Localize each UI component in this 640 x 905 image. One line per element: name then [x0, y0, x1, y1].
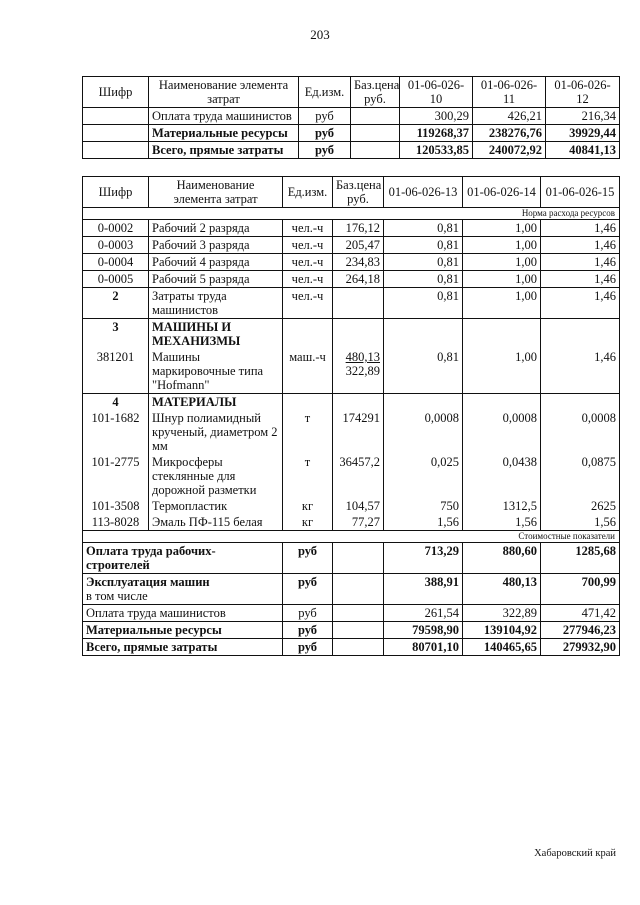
row-price: 104,57 [333, 498, 384, 514]
row-price [351, 108, 400, 125]
row-val-3: 40841,13 [546, 142, 620, 159]
row-name: Рабочий 5 разряда [149, 271, 283, 288]
cost-row [83, 543, 620, 574]
table-row [83, 108, 620, 125]
row-val-3: 39929,44 [546, 125, 620, 142]
row-code: 0-0005 [83, 271, 149, 288]
cost-price [333, 639, 384, 656]
row-val-3: 1,46 [541, 237, 620, 254]
row-name: Рабочий 2 разряда [149, 220, 283, 237]
header-price: Баз.цена руб. [351, 77, 400, 108]
cost-label: Эксплуатация машин [86, 575, 210, 589]
row-name: Эмаль ПФ-115 белая [149, 514, 283, 531]
cost-price [333, 574, 384, 605]
header-col-10: 01-06-026-10 [400, 77, 473, 108]
materials-section-row [83, 394, 620, 411]
cost-name [83, 543, 283, 574]
cost-label: Оплата труда рабочих-строителей [86, 544, 216, 572]
row-val-2: 1312,5 [463, 498, 541, 514]
cost-row [83, 574, 620, 605]
row-code: 381201 [83, 349, 149, 394]
footer-region: Хабаровский край [534, 848, 616, 859]
row-price: 234,83 [333, 254, 384, 271]
row-val-2: 1,00 [463, 220, 541, 237]
table-row [83, 254, 620, 271]
cost-val-1: 79598,90 [384, 622, 463, 639]
row-code: 101-1682 [83, 410, 149, 454]
table-row [83, 288, 620, 319]
row-val-3: 1,56 [541, 514, 620, 531]
cost-val-1: 261,54 [384, 605, 463, 622]
section-title: МАШИНЫ И МЕХАНИЗМЫ [149, 319, 283, 350]
cost-name [83, 639, 283, 656]
cost-val-3: 277946,23 [541, 622, 620, 639]
row-unit: чел.-ч [283, 288, 333, 319]
cost-row [83, 605, 620, 622]
cost-val-3: 279932,90 [541, 639, 620, 656]
section-code: 4 [83, 394, 149, 411]
row-val-3: 0,0008 [541, 410, 620, 454]
cost-label: Материальные ресурсы [86, 623, 222, 637]
row-val-2: 1,00 [463, 349, 541, 394]
cost-name [83, 622, 283, 639]
page-number: 203 [310, 27, 330, 42]
row-code: 113-8028 [83, 514, 149, 531]
row-val-1: 0,81 [384, 288, 463, 319]
cost-row [83, 622, 620, 639]
row-val-1: 1,56 [384, 514, 463, 531]
cost-label: Всего, прямые затраты [86, 640, 218, 654]
table-row [83, 454, 620, 498]
resource-table [82, 176, 620, 656]
empty-cell [283, 394, 333, 411]
norm-subheader-row [83, 208, 620, 220]
header-name: Наименование элемента затрат [149, 177, 283, 208]
row-unit: кг [283, 498, 333, 514]
row-code [83, 108, 149, 125]
row-val-2: 426,21 [473, 108, 546, 125]
table-row [83, 271, 620, 288]
header-col-14: 01-06-026-14 [463, 177, 541, 208]
cost-val-1: 713,29 [384, 543, 463, 574]
section-code: 3 [83, 319, 149, 350]
row-unit: чел.-ч [283, 271, 333, 288]
row-val-3: 216,34 [546, 108, 620, 125]
row-code: 0-0003 [83, 237, 149, 254]
row-val-2: 240072,92 [473, 142, 546, 159]
header-col-11: 01-06-026-11 [473, 77, 546, 108]
cost-price [333, 622, 384, 639]
header-code: Шифр [83, 177, 149, 208]
header-col-15: 01-06-026-15 [541, 177, 620, 208]
row-price: 176,12 [333, 220, 384, 237]
machine-row [83, 349, 620, 394]
row-code: 0-0004 [83, 254, 149, 271]
row-val-1: 0,81 [384, 237, 463, 254]
table-row [83, 142, 620, 159]
row-val-3: 1,46 [541, 220, 620, 237]
row-name: Всего, прямые затраты [149, 142, 299, 159]
row-unit: чел.-ч [283, 254, 333, 271]
cost-unit: руб [283, 639, 333, 656]
cost-unit: руб [283, 622, 333, 639]
empty-cell [463, 394, 541, 411]
row-val-1: 0,025 [384, 454, 463, 498]
row-name: Микросферы стеклянные для дорожной разметки [149, 454, 283, 498]
row-val-2: 0,0438 [463, 454, 541, 498]
cost-val-3: 700,99 [541, 574, 620, 605]
row-unit: т [283, 410, 333, 454]
machine-price-operator: 322,89 [345, 364, 380, 378]
row-val-2: 1,00 [463, 288, 541, 319]
row-code: 101-3508 [83, 498, 149, 514]
row-val-3: 1,46 [541, 349, 620, 394]
machine-price: 480,13 [345, 350, 380, 364]
cost-name [83, 605, 283, 622]
row-price: 205,47 [333, 237, 384, 254]
cost-val-2: 139104,92 [463, 622, 541, 639]
row-unit: кг [283, 514, 333, 531]
row-val-3: 1,46 [541, 254, 620, 271]
row-name: Затраты труда машинистов [149, 288, 283, 319]
row-price: 264,18 [333, 271, 384, 288]
row-price [333, 288, 384, 319]
summary-table-top [82, 76, 620, 159]
header-col-12: 01-06-026-12 [546, 77, 620, 108]
row-name: Шнур полиамидный крученый, диаметром 2 мм [149, 410, 283, 454]
row-val-1: 119268,37 [400, 125, 473, 142]
row-unit: руб [299, 142, 351, 159]
row-code [83, 125, 149, 142]
row-unit: чел.-ч [283, 220, 333, 237]
row-name: Термопластик [149, 498, 283, 514]
row-price [351, 142, 400, 159]
section-title: МАТЕРИАЛЫ [149, 394, 283, 411]
row-val-2: 1,00 [463, 237, 541, 254]
cost-sublabel: в том числе [86, 589, 148, 603]
header-unit: Ед.изм. [283, 177, 333, 208]
cost-val-2: 140465,65 [463, 639, 541, 656]
cost-subheader-row [83, 531, 620, 543]
row-val-3: 2625 [541, 498, 620, 514]
table-row [83, 220, 620, 237]
row-val-1: 0,81 [384, 271, 463, 288]
row-code: 101-2775 [83, 454, 149, 498]
row-val-1: 300,29 [400, 108, 473, 125]
row-val-1: 0,81 [384, 220, 463, 237]
row-val-1: 750 [384, 498, 463, 514]
row-price: 77,27 [333, 514, 384, 531]
header-price: Баз.цена руб. [333, 177, 384, 208]
norm-label: Норма расхода ресурсов [83, 208, 620, 220]
cost-val-3: 1285,68 [541, 543, 620, 574]
row-unit: т [283, 454, 333, 498]
header-col-13: 01-06-026-13 [384, 177, 463, 208]
table-row [83, 125, 620, 142]
row-val-3: 0,0875 [541, 454, 620, 498]
row-unit: маш.-ч [283, 349, 333, 394]
row-code: 2 [83, 288, 149, 319]
table-row [83, 514, 620, 531]
cost-val-2: 322,89 [463, 605, 541, 622]
row-name: Рабочий 4 разряда [149, 254, 283, 271]
header-code: Шифр [83, 77, 149, 108]
cost-label: Оплата труда машинистов [86, 606, 226, 620]
cost-row [83, 639, 620, 656]
cost-val-1: 388,91 [384, 574, 463, 605]
cost-unit: руб [283, 574, 333, 605]
row-price: 36457,2 [333, 454, 384, 498]
row-price [351, 125, 400, 142]
machines-section-row [83, 319, 620, 350]
cost-unit: руб [283, 605, 333, 622]
row-name: Материальные ресурсы [149, 125, 299, 142]
row-val-3: 1,46 [541, 271, 620, 288]
header-name: Наименование элемента затрат [149, 77, 299, 108]
cost-name [83, 574, 283, 605]
row-val-1: 0,81 [384, 254, 463, 271]
table-row [83, 498, 620, 514]
row-val-2: 1,00 [463, 271, 541, 288]
cost-val-1: 80701,10 [384, 639, 463, 656]
table-header-row [83, 177, 620, 208]
empty-cell [384, 394, 463, 411]
row-val-2: 1,56 [463, 514, 541, 531]
cost-price [333, 605, 384, 622]
cost-price [333, 543, 384, 574]
empty-cell [541, 394, 620, 411]
row-name: Рабочий 3 разряда [149, 237, 283, 254]
row-unit: руб [299, 125, 351, 142]
row-val-1: 120533,85 [400, 142, 473, 159]
row-unit: руб [299, 108, 351, 125]
cost-val-2: 480,13 [463, 574, 541, 605]
row-unit: чел.-ч [283, 237, 333, 254]
row-val-2: 1,00 [463, 254, 541, 271]
row-val-3: 1,46 [541, 288, 620, 319]
table-row [83, 237, 620, 254]
header-unit: Ед.изм. [299, 77, 351, 108]
cost-val-3: 471,42 [541, 605, 620, 622]
row-val-2: 238276,76 [473, 125, 546, 142]
row-val-1: 0,0008 [384, 410, 463, 454]
row-name: Машины маркировочные типа "Hofmann" [149, 349, 283, 394]
table-row [83, 410, 620, 454]
cost-unit: руб [283, 543, 333, 574]
row-val-2: 0,0008 [463, 410, 541, 454]
cost-label: Стоимостные показатели [83, 531, 620, 543]
table-header-row [83, 77, 620, 108]
row-price: 174291 [333, 410, 384, 454]
empty-cell [333, 394, 384, 411]
row-name: Оплата труда машинистов [149, 108, 299, 125]
row-price [333, 349, 384, 394]
row-val-1: 0,81 [384, 349, 463, 394]
cost-val-2: 880,60 [463, 543, 541, 574]
row-code [83, 142, 149, 159]
row-code: 0-0002 [83, 220, 149, 237]
